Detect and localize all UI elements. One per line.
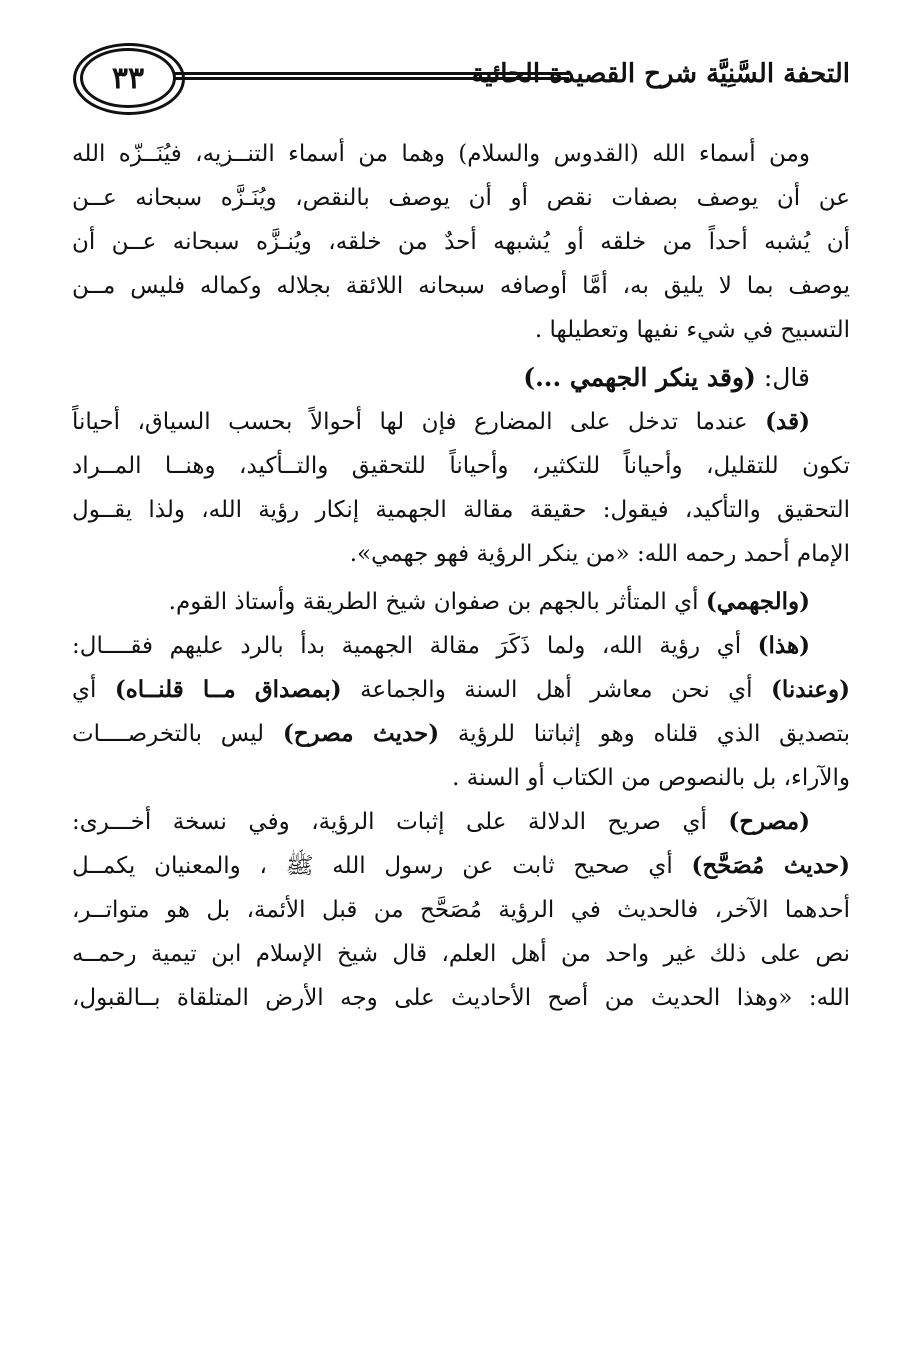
term: (بمصداق مــا قلنــاه) <box>114 676 342 703</box>
heading-quote: (وقد ينكر الجهمي ...) <box>523 363 756 392</box>
text-line: يوصف بما لا يليق به، أمَّا أوصافه سبحانه اللائقة بجلاله وكماله فليس مــن <box>72 273 850 299</box>
text-line: تكون للتقليل، وأحياناً للتكثير، وأحياناً للتحقيق والتــأكيد، وهنــا المــراد <box>72 453 850 479</box>
line-text: عندما تدخل على المضارع فإن لها أحوالاً بحسب السياق، أحياناً <box>72 409 748 435</box>
page-number: ٣٣ <box>111 61 145 96</box>
text-line: أن يُشبه أحداً من خلقه أو يُشبهه أحدٌ من خلقه، ويُنـزَّه سبحانه عــن أن <box>72 229 850 255</box>
text-line: التحقيق والتأكيد، فيقول: حقيقة مقالة الجهمية إنكار رؤية الله، ولذا يقــول <box>72 497 850 523</box>
term: (هذا) <box>757 632 811 659</box>
line-text: أي رؤية الله، ولما ذَكَرَ مقالة الجهمية بدأ بالرد عليهم فقــــال: <box>72 633 742 659</box>
page-number-frame <box>80 48 176 108</box>
book-title: التحفة السَّنِيَّة شرح القصيدة الحائية <box>471 59 850 89</box>
text-line: والآراء، بل بالنصوص من الكتاب أو السنة . <box>452 765 850 791</box>
text-line: أحدهما الآخر، فالحديث في الرؤية مُصَحَّح من قبل الأئمة، بل هو متواتــر، <box>72 897 850 923</box>
term: (حديث مصرح) <box>282 720 440 747</box>
term: (مصرح) <box>728 808 810 835</box>
line-text: أي المتأثر بالجهم بن صفوان شيخ الطريقة وأستاذ القوم. <box>168 589 699 615</box>
text-line <box>72 624 850 668</box>
text-line: التسبيح في شيء نفيها وتعطيلها . <box>534 317 850 343</box>
text-line: الإمام أحمد رحمه الله: «من ينكر الرؤية فهو جهمي». <box>349 541 850 567</box>
page-body <box>72 132 850 1020</box>
term: (والجهمي) <box>705 588 810 615</box>
term: (قد) <box>765 408 811 435</box>
term: (وعندنا) <box>770 676 850 703</box>
line-text: ليس بالتخرصــــات <box>72 721 265 747</box>
text-line: الله: «وهذا الحديث من أصح الأحاديث على وجه الأرض المتلقاة بــالقبول، <box>72 985 850 1011</box>
line-text: أي نحن معاشر أهل السنة والجماعة <box>360 677 753 703</box>
heading-prefix: قال: <box>763 363 810 392</box>
text-line <box>72 800 850 844</box>
text-line <box>72 400 850 444</box>
term: (حديث مُصَحَّح) <box>691 852 850 879</box>
text-line: عن أن يوصف بصفات نقص أو أن يوصف بالنقص، ويُنَـزَّه سبحانه عــن <box>72 185 850 211</box>
line-text: أي <box>72 677 97 703</box>
page-header <box>70 42 850 122</box>
line-text: أي صريح الدلالة على إثبات الرؤية، وفي نسخة أخـــرى: <box>72 809 707 835</box>
section-heading <box>72 356 850 400</box>
text-line <box>72 844 850 888</box>
text-line: نص على ذلك غير واحد من أهل العلم، قال شيخ الإسلام ابن تيمية رحمــه <box>72 941 850 967</box>
line-text: أي صحيح ثابت عن رسول الله ﷺ ، والمعنيان يكمــل <box>72 853 673 879</box>
text-line: ومن أسماء الله (القدوس والسلام) وهما من أسماء التنــزيه، فيُنَــزّه الله <box>72 141 810 167</box>
line-text: بتصديق الذي قلناه وهو إثباتنا للرؤية <box>457 721 850 747</box>
text-line <box>72 712 850 756</box>
text-line <box>72 668 850 712</box>
text-line <box>72 580 850 624</box>
